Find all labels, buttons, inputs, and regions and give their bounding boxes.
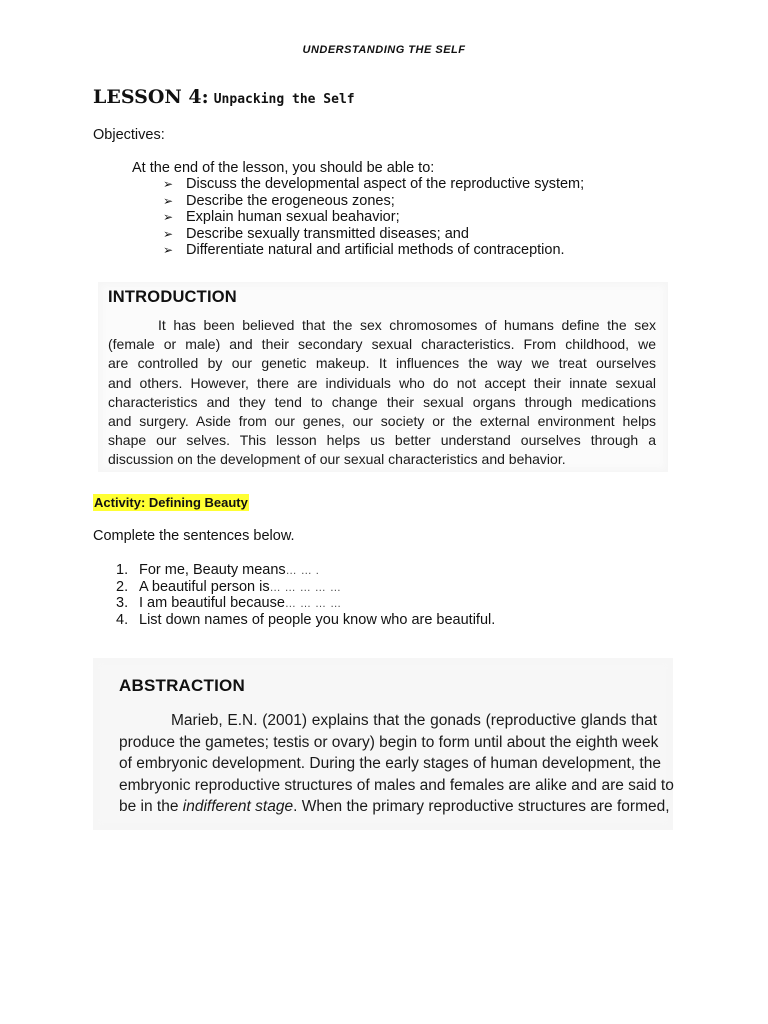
introduction-heading: INTRODUCTION	[108, 288, 237, 306]
activity-list	[116, 562, 495, 628]
abstraction-paragraph	[119, 710, 674, 818]
list-item: ➢ Differentiate natural and artificial methods of contraception.	[163, 242, 565, 259]
paragraph-line: embryonic reproductive structures of males and females are alike and are said to	[119, 776, 674, 794]
emphasis-term: indifferent stage	[182, 798, 294, 815]
list-item: ➢ Explain human sexual beahavior;	[163, 209, 400, 226]
paragraph-line: discussion on the development of our sexual characteristics and behavior.	[108, 451, 566, 468]
paragraph-line: of embryonic development. During the early stages of human development, the	[119, 755, 661, 772]
list-item: 3. I am beautiful because… … … …	[116, 595, 342, 612]
list-item: 4. List down names of people you know who are beautiful.	[116, 611, 496, 628]
list-item: 1. For me, Beauty means… … .	[116, 562, 320, 578]
objectives-list	[163, 176, 584, 259]
lesson-number: LESSON 4:	[93, 86, 209, 108]
objectives-intro: At the end of the lesson, you should be able to:	[132, 160, 435, 176]
abstraction-heading: ABSTRACTION	[119, 676, 245, 695]
introduction-paragraph	[108, 316, 656, 470]
list-item: ➢ Describe the erogeneous zones;	[163, 192, 395, 209]
paragraph-line: produce the gametes; testis or ovary) begin to form until about the eighth week	[119, 733, 659, 751]
lesson-name: Unpacking the Self	[213, 92, 355, 107]
paragraph-line: are controlled by our genetic makeup. It influences the way we treat ourselves	[108, 355, 656, 372]
arrow-bullet-icon: ➢	[163, 226, 174, 241]
lesson-title	[93, 86, 355, 108]
list-item: 2. A beautiful person is… … … … …	[116, 578, 342, 595]
paragraph-line: (female or male) and their secondary sexual characteristics. From childhood, we	[108, 336, 656, 353]
arrow-bullet-icon: ➢	[163, 193, 174, 208]
paragraph-line: and surgery. Aside from our genes, our society or the external environment helps	[108, 413, 656, 430]
document-header: UNDERSTANDING THE SELF	[302, 44, 466, 56]
arrow-bullet-icon: ➢	[163, 210, 174, 225]
arrow-bullet-icon: ➢	[163, 177, 174, 191]
objectives-heading: Objectives:	[93, 127, 165, 143]
list-item: ➢ Discuss the developmental aspect of the reproductive system;	[163, 176, 585, 192]
arrow-bullet-icon: ➢	[163, 243, 174, 258]
paragraph-line: Marieb, E.N. (2001) explains that the gonads (reproductive glands that	[171, 712, 657, 729]
activity-title: Activity: Defining Beauty	[94, 495, 248, 510]
paragraph-line: characteristics and they tend to change their sexual organs through medications	[108, 393, 656, 410]
paragraph-line: and others. However, there are individuals who do not accept their innate sexual	[108, 374, 656, 391]
paragraph-line: shape our selves. This lesson helps us better understand ourselves through a	[108, 432, 656, 449]
paragraph-line: It has been believed that the sex chromosomes of humans define the sex	[158, 317, 656, 333]
activity-instruction: Complete the sentences below.	[93, 528, 295, 544]
list-item: ➢ Describe sexually transmitted diseases; and	[163, 225, 469, 242]
paragraph-line: be in the indifferent stage. When the primary reproductive structures are formed,	[119, 798, 670, 815]
